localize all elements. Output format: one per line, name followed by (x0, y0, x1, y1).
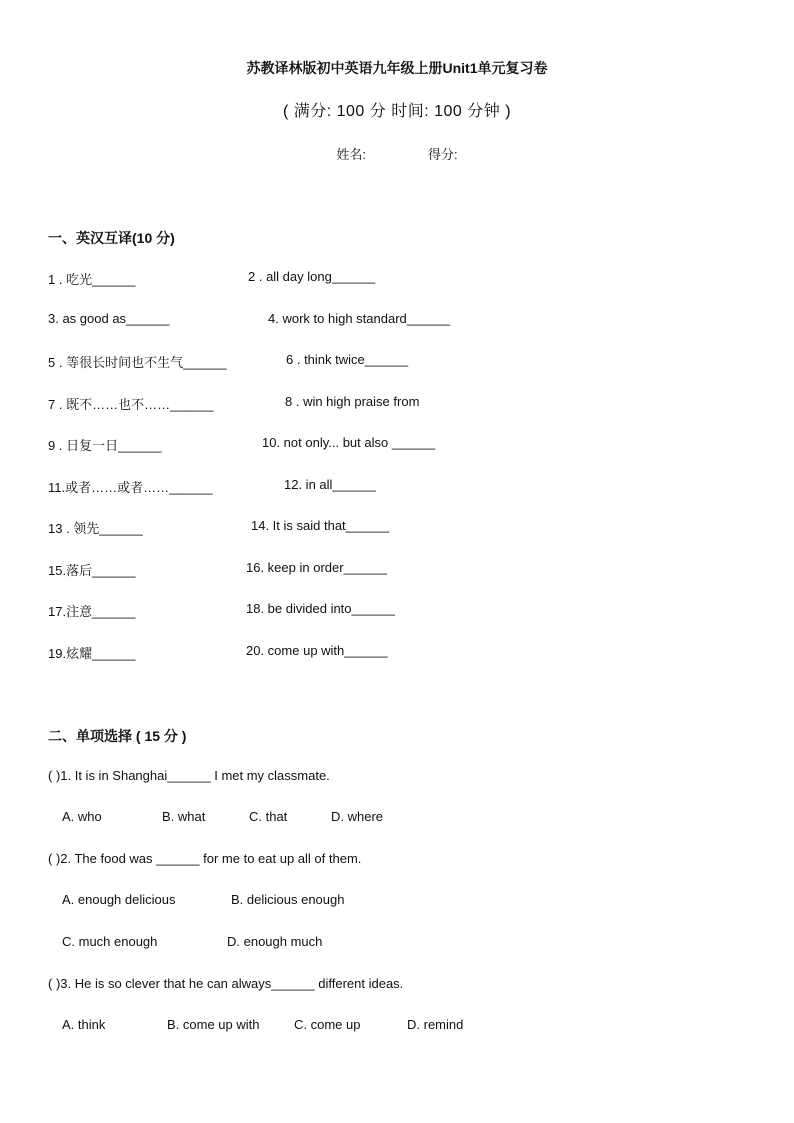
list-item: 16. keep in order______ (246, 560, 387, 575)
question-1-stem: ( )1. It is in Shanghai______ I met my classmate. (48, 768, 330, 783)
list-item: 19.炫耀______ (48, 646, 136, 661)
question-2-option-a: A. enough delicious (62, 892, 176, 907)
section1-heading: 一、英汉互译(10 分) (48, 230, 175, 246)
list-item: 3. as good as______ (48, 311, 170, 326)
list-item: 1 . 吃光______ (48, 272, 136, 287)
question-2-option-d: D. enough much (227, 934, 323, 949)
question-3-option-b: B. come up with (167, 1017, 260, 1032)
question-2-stem: ( )2. The food was ______ for me to eat up all of them. (48, 851, 362, 866)
list-item: 6 . think twice______ (286, 352, 409, 367)
page-subtitle: ( 满分: 100 分 时间: 100 分钟 ) (282, 103, 512, 120)
list-item: 8 . win high praise from (285, 394, 420, 409)
list-item: 7 . 既不……也不……______ (48, 397, 214, 412)
list-item: 15.落后______ (48, 563, 136, 578)
list-item: 14. It is said that______ (251, 518, 390, 533)
score-label: 得分: (428, 147, 458, 162)
list-item: 9 . 日复一日______ (48, 438, 162, 453)
name-score-line (0, 144, 794, 163)
list-item: 12. in all______ (284, 477, 376, 492)
list-item: 4. work to high standard______ (268, 311, 451, 326)
list-item: 20. come up with______ (246, 643, 388, 658)
list-item: 5 . 等很长时间也不生气______ (48, 355, 227, 370)
section2-heading: 二、单项选择 ( 15 分 ) (48, 728, 187, 744)
question-2-option-c: C. much enough (62, 934, 158, 949)
question-2-option-b: B. delicious enough (231, 892, 345, 907)
question-3-stem: ( )3. He is so clever that he can always______ different ideas. (48, 976, 404, 991)
question-3-option-c: C. come up (294, 1017, 361, 1032)
list-item: 11.或者……或者……______ (48, 480, 213, 495)
list-item: 10. not only... but also ______ (262, 435, 436, 450)
question-1-option-a: A. who (62, 809, 102, 824)
question-1-option-d: D. where (331, 809, 384, 824)
name-label: 姓名: (336, 147, 366, 162)
list-item: 18. be divided into______ (246, 601, 395, 616)
question-3-option-a: A. think (62, 1017, 106, 1032)
question-1-option-b: B. what (162, 809, 206, 824)
list-item: 13 . 领先______ (48, 521, 143, 536)
list-item: 2 . all day long______ (248, 269, 376, 284)
page-title: 苏教译林版初中英语九年级上册Unit1单元复习卷 (246, 60, 548, 76)
question-1-option-c: C. that (249, 809, 288, 824)
question-3-option-d: D. remind (407, 1017, 464, 1032)
list-item: 17.注意______ (48, 604, 136, 619)
